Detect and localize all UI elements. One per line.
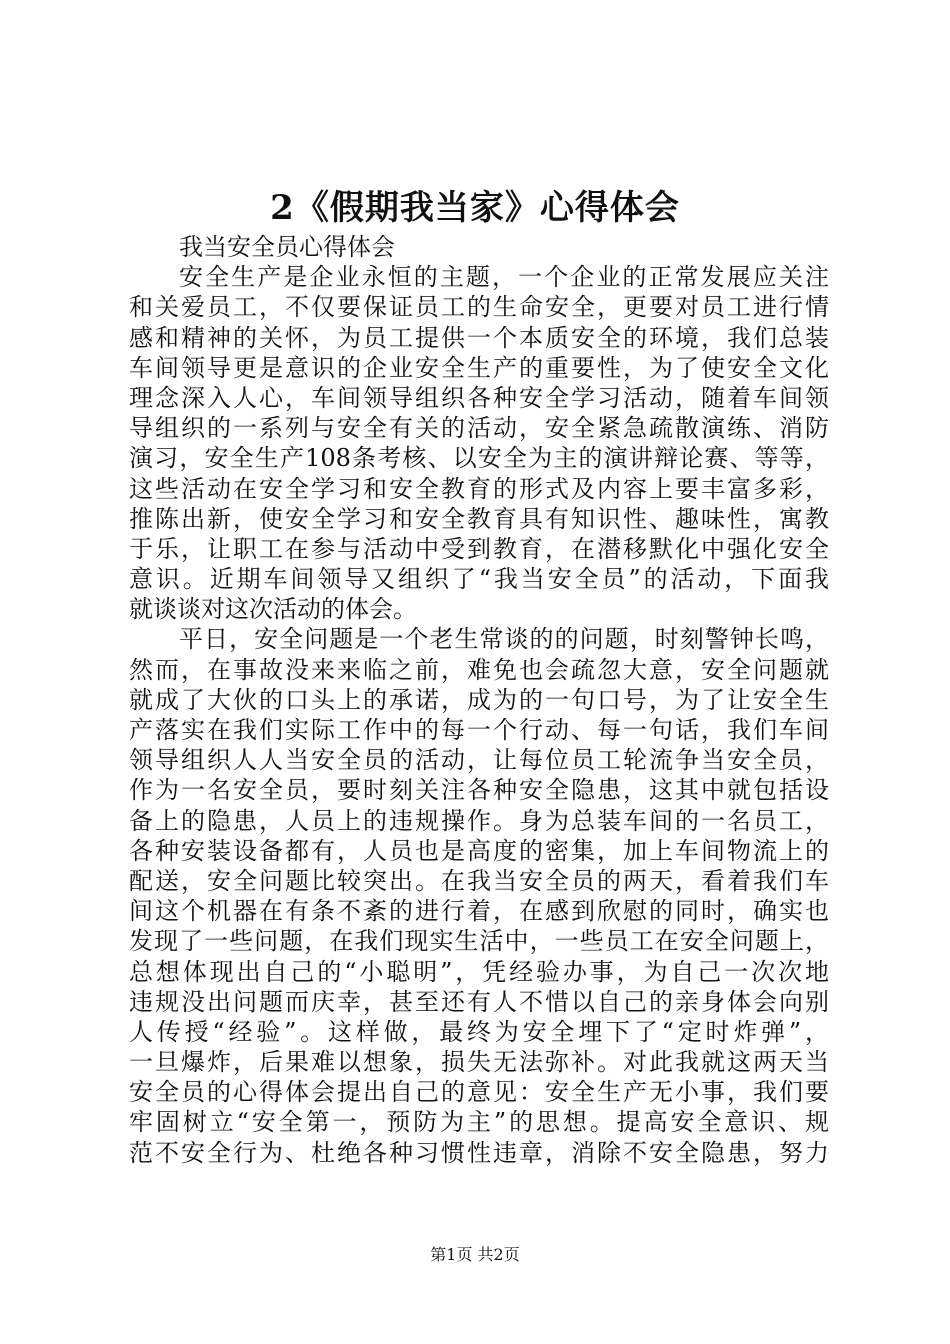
body-text-line: 于乐，让职工在参与活动中受到教育，在潜移默化中强化安全 (129, 534, 829, 563)
body-text-line: 理念深入人心，车间领导组织各种安全学习活动，随着车间领 (129, 383, 829, 412)
body-text-line: 车间领导更是意识的企业安全生产的重要性，为了使安全文化 (129, 353, 829, 382)
body-text-line: 平日，安全问题是一个老生常谈的的问题，时刻警钟长鸣， (179, 625, 829, 654)
body-text-line: 范不安全行为、杜绝各种习惯性违章，消除不安全隐患，努力 (129, 1138, 829, 1167)
body-text-line: 导组织的一系列与安全有关的活动，安全紧急疏散演练、消防 (129, 414, 829, 443)
body-text-line: 这些活动在安全学习和安全教育的形式及内容上要丰富多彩， (129, 474, 829, 503)
body-text-line: 安全员的心得体会提出自己的意见：安全生产无小事，我们要 (129, 1078, 829, 1107)
body-text-line: 领导组织人人当安全员的活动，让每位员工轮流争当安全员， (129, 746, 829, 775)
body-text-line: 牢固树立“安全第一，预防为主”的思想。提高安全意识、规 (129, 1108, 829, 1137)
document-title: 2《假期我当家》心得体会 (270, 188, 680, 228)
body-text-line: 违规没出问题而庆幸，甚至还有人不惜以自己的亲身体会向别 (129, 987, 829, 1016)
body-text-line: 演习，安全生产108条考核、以安全为主的演讲辩论赛、等等， (129, 444, 829, 473)
body-text-line: 备上的隐患，人员上的违规操作。身为总装车间的一名员工， (129, 806, 829, 835)
body-text-line: 安全生产是企业永恒的主题，一个企业的正常发展应关注 (179, 263, 829, 292)
body-text-line: 然而，在事故没来来临之前，难免也会疏忽大意，安全问题就 (129, 655, 829, 684)
body-text-line: 就谈谈对这次活动的体会。 (129, 595, 417, 624)
page-footer: 第1页 共2页 (430, 1245, 520, 1264)
document-body (129, 232, 829, 1168)
body-text-line: 意识。近期车间领导又组织了“我当安全员”的活动，下面我 (129, 565, 829, 594)
body-text-line: 各种安装设备都有，人员也是高度的密集，加上车间物流上的 (129, 836, 829, 865)
body-text-line: 配送，安全问题比较突出。在我当安全员的两天，看着我们车 (129, 866, 829, 895)
body-text-line: 总想体现出自己的“小聪明”，凭经验办事，为自己一次次地 (129, 957, 829, 986)
body-text-line: 发现了一些问题，在我们现实生活中，一些员工在安全问题上， (129, 927, 829, 956)
body-text-line: 作为一名安全员，要时刻关注各种安全隐患，这其中就包括设 (129, 776, 829, 805)
body-text-line: 产落实在我们实际工作中的每一个行动、每一句话，我们车间 (129, 716, 829, 744)
body-text-line: 感和精神的关怀，为员工提供一个本质安全的环境，我们总装 (129, 323, 829, 352)
body-text-line: 我当安全员心得体会 (179, 233, 395, 261)
body-text-line: 人传授“经验”。这样做，最终为安全埋下了“定时炸弹”， (129, 1017, 829, 1046)
body-text-line: 间这个机器在有条不紊的进行着，在感到欣慰的同时，确实也 (129, 897, 829, 926)
body-text-line: 就成了大伙的口头上的承诺，成为的一句口号，为了让安全生 (129, 685, 829, 714)
body-text-line: 和关爱员工，不仅要保证员工的生命安全，更要对员工进行情 (129, 293, 829, 322)
body-text-line: 推陈出新，使安全学习和安全教育具有知识性、趣味性，寓教 (129, 504, 829, 533)
body-text-line: 一旦爆炸，后果难以想象，损失无法弥补。对此我就这两天当 (129, 1048, 829, 1077)
